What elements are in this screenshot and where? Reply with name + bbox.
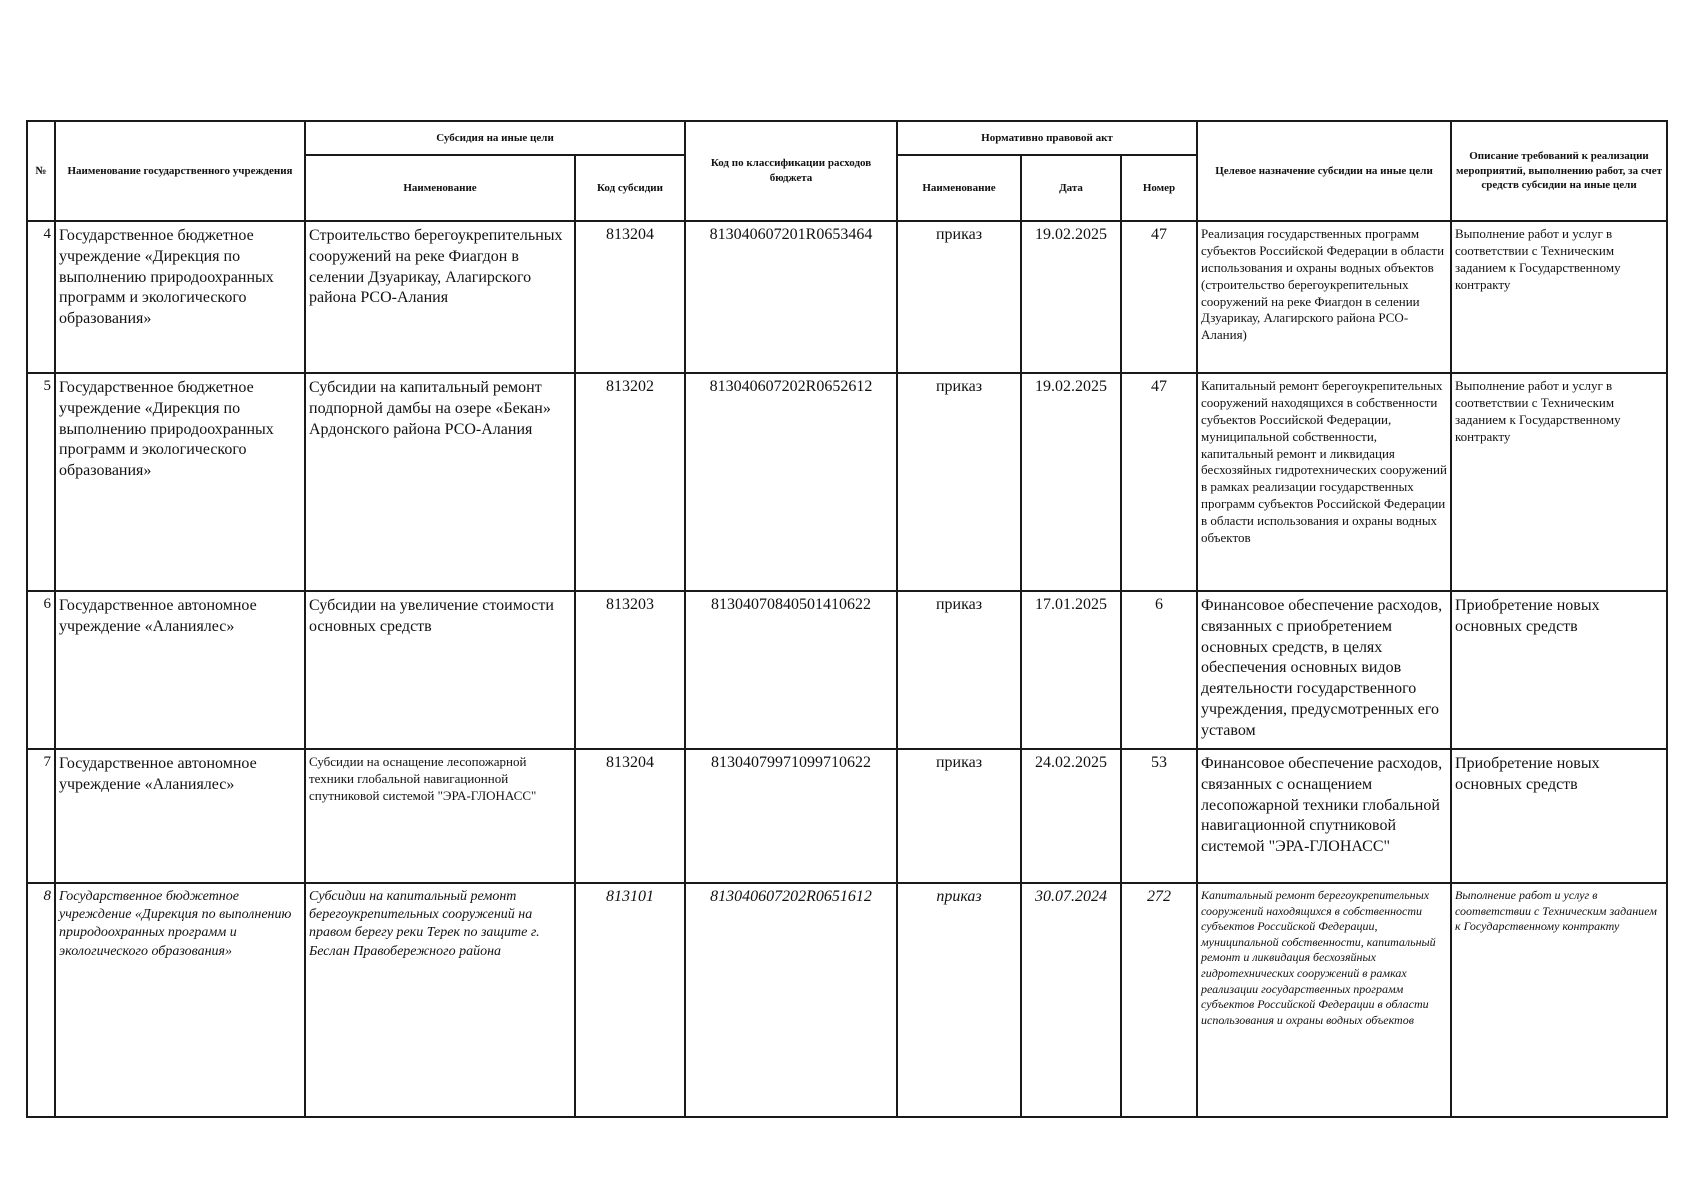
institution-cell: Государственное автономное учреждение «Аланиялес» (55, 591, 305, 749)
header-act-group: Нормативно правовой акт (897, 121, 1197, 155)
requirements-cell: Выполнение работ и услуг в соответствии с Техническим заданием к Государственному контракту (1451, 221, 1667, 373)
act-name-cell: приказ (897, 373, 1021, 591)
header-subsidy-group: Субсидия на иные цели (305, 121, 685, 155)
table-row (27, 373, 1667, 591)
table-row (27, 221, 1667, 373)
budget-code-cell: 813040607202R0651612 (685, 883, 897, 1117)
act-date-cell: 19.02.2025 (1021, 373, 1121, 591)
purpose-cell: Финансовое обеспечение расходов, связанных с приобретением основных средств, в целях обеспечения основных видов деятельности государственного учреждения, предусмотренных его уставом (1197, 591, 1451, 749)
subsidy-code-cell: 813204 (575, 749, 685, 883)
act-name-cell: приказ (897, 221, 1021, 373)
header-subsidy-code: Код субсидии (575, 155, 685, 221)
act-name-cell: приказ (897, 591, 1021, 749)
act-number-cell: 47 (1121, 221, 1197, 373)
table-row (27, 883, 1667, 1117)
budget-code-cell: 81304079971099710622 (685, 749, 897, 883)
institution-cell: Государственное автономное учреждение «Аланиялес» (55, 749, 305, 883)
purpose-cell: Капитальный ремонт берегоукрепительных сооружений находящихся в собственности субъектов Российской Федерации, муниципальной собственности, капитальный ремонт и ликвидация бесхозяйных гидротехнических сооружений в рамках реализации государственных программ субъектов Российской Федерации в области использования и охраны водных объектов (1197, 883, 1451, 1117)
budget-code-cell: 813040607201R0653464 (685, 221, 897, 373)
header-budget-code: Код по классификации расходов бюджета (685, 121, 897, 221)
subsidy-code-cell: 813204 (575, 221, 685, 373)
row-number: 7 (27, 749, 55, 883)
act-date-cell: 24.02.2025 (1021, 749, 1121, 883)
header-institution: Наименование государственного учреждения (55, 121, 305, 221)
subsidy-code-cell: 813202 (575, 373, 685, 591)
act-date-cell: 17.01.2025 (1021, 591, 1121, 749)
header-act-name: Наименование (897, 155, 1021, 221)
subsidy-name-cell: Субсидии на капитальный ремонт берегоукрепительных сооружений на правом берегу реки Терек по защите г. Беслан Правобережного района (305, 883, 575, 1117)
header-subsidy-name: Наименование (305, 155, 575, 221)
act-number-cell: 272 (1121, 883, 1197, 1117)
header-act-number: Номер (1121, 155, 1197, 221)
row-number: 4 (27, 221, 55, 373)
header-no: № (27, 121, 55, 221)
requirements-cell: Выполнение работ и услуг в соответствии с Техническим заданием к Государственному контракту (1451, 373, 1667, 591)
row-number: 6 (27, 591, 55, 749)
requirements-cell: Приобретение новых основных средств (1451, 591, 1667, 749)
act-number-cell: 53 (1121, 749, 1197, 883)
subsidy-code-cell: 813101 (575, 883, 685, 1117)
row-number: 5 (27, 373, 55, 591)
subsidy-name-cell: Строительство берегоукрепительных сооружений на реке Фиагдон в селении Дзуарикау, Алагирского района РСО-Алания (305, 221, 575, 373)
institution-cell: Государственное бюджетное учреждение «Дирекция по выполнению природоохранных программ и экологического образования» (55, 373, 305, 591)
budget-code-cell: 81304070840501410622 (685, 591, 897, 749)
table-row (27, 591, 1667, 749)
requirements-cell: Выполнение работ и услуг в соответствии с Техническим заданием к Государственному контракту (1451, 883, 1667, 1117)
header-row-1 (27, 121, 1667, 155)
table-row (27, 749, 1667, 883)
act-number-cell: 6 (1121, 591, 1197, 749)
subsidy-name-cell: Субсидии на капитальный ремонт подпорной дамбы на озере «Бекан» Ардонского района РСО-Алания (305, 373, 575, 591)
header-act-date: Дата (1021, 155, 1121, 221)
act-name-cell: приказ (897, 749, 1021, 883)
purpose-cell: Финансовое обеспечение расходов, связанных с оснащением лесопожарной техники глобальной навигационной спутниковой системой "ЭРА-ГЛОНАСС" (1197, 749, 1451, 883)
requirements-cell: Приобретение новых основных средств (1451, 749, 1667, 883)
act-date-cell: 19.02.2025 (1021, 221, 1121, 373)
subsidy-code-cell: 813203 (575, 591, 685, 749)
subsidy-name-cell: Субсидии на увеличение стоимости основных средств (305, 591, 575, 749)
purpose-cell: Реализация государственных программ субъектов Российской Федерации в области использования и охраны водных объектов (строительство берегоукрепительных сооружений на реке Фиагдон в селении Дзуарикау, Алагирского района РСО-Алания) (1197, 221, 1451, 373)
act-name-cell: приказ (897, 883, 1021, 1117)
row-number: 8 (27, 883, 55, 1117)
header-purpose: Целевое назначение субсидии на иные цели (1197, 121, 1451, 221)
subsidy-table (26, 120, 1668, 1118)
purpose-cell: Капитальный ремонт берегоукрепительных сооружений находящихся в собственности субъектов Российской Федерации, муниципальной собственности, капитальный ремонт и ликвидация бесхозяйных гидротехнических сооружений в рамках реализации государственных программ субъектов Российской Федерации в области использования и охраны водных объектов (1197, 373, 1451, 591)
budget-code-cell: 813040607202R0652612 (685, 373, 897, 591)
act-number-cell: 47 (1121, 373, 1197, 591)
subsidy-name-cell: Субсидии на оснащение лесопожарной техники глобальной навигационной спутниковой системой "ЭРА-ГЛОНАСС" (305, 749, 575, 883)
institution-cell: Государственное бюджетное учреждение «Дирекция по выполнению природоохранных программ и экологического образования» (55, 221, 305, 373)
act-date-cell: 30.07.2024 (1021, 883, 1121, 1117)
header-requirements: Описание требований к реализации мероприятий, выполнению работ, за счет средств субсидии на иные цели (1451, 121, 1667, 221)
institution-cell: Государственное бюджетное учреждение «Дирекция по выполнению природоохранных программ и экологического образования» (55, 883, 305, 1117)
